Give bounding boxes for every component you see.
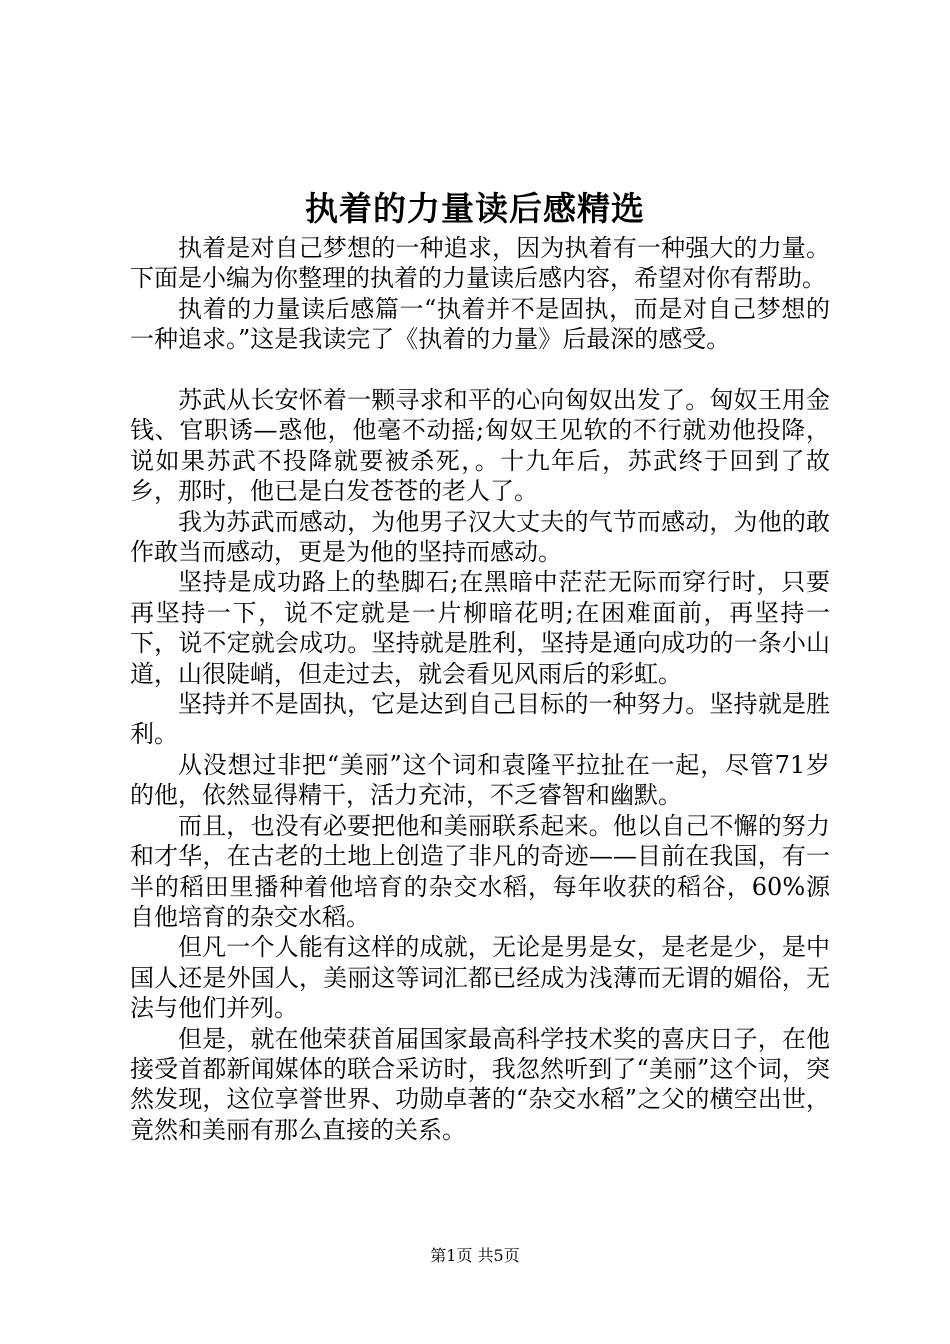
paragraph-achievement: 而且，也没有必要把他和美丽联系起来。他以自己不懈的努力和才华，在古老的土地上创造了非凡的奇迹——目前在我国，有一半的稻田里播种着他培育的杂交水稻，每年收获的稻谷，60%源自他培育的杂交水稻。	[130, 811, 830, 931]
paragraph-not-stubborn: 坚持并不是固执，它是达到自己目标的一种努力。坚持就是胜利。	[130, 690, 830, 749]
document-body	[130, 233, 830, 1145]
paragraph-su-wu-story: 苏武从长安怀着一颗寻求和平的心向匈奴出发了。匈奴王用金钱、官职诱—惑他，他毫不动摇;匈奴王见软的不行就劝他投降，说如果苏武不投降就要被杀死，。十九年后，苏武终于回到了故乡，那时，他已是白发苍苍的老人了。	[130, 386, 830, 506]
paragraph-moved: 我为苏武而感动，为他男子汉大丈夫的气节而感动，为他的敢作敢当而感动，更是为他的坚持而感动。	[130, 507, 830, 567]
paragraph-intro: 执着是对自己梦想的一种追求，因为执着有一种强大的力量。下面是小编为你整理的执着的力量读后感内容，希望对你有帮助。	[130, 234, 830, 293]
paragraph-comparison: 但凡一个人能有这样的成就，无论是男是女，是老是少，是中国人还是外国人，美丽这等词汇都已经成为浅薄而无谓的媚俗，无法与他们并列。	[130, 933, 830, 1023]
document-title: 执着的力量读后感精选	[305, 189, 645, 228]
paragraph-beauty: 但是，就在他荣获首届国家最高科学技术奖的喜庆日子，在他接受首都新闻媒体的联合采访时，我忽然听到了“美丽”这个词，突然发现，这位享誉世界、功勋卓著的“杂交水稻”之父的横空出世，竟然和美丽有那么直接的关系。	[130, 1024, 830, 1144]
page-footer: 第1页 共5页	[430, 1246, 520, 1265]
paragraph-quote: 执着的力量读后感篇一“执着并不是固执，而是对自己梦想的一种追求。”这是我读完了《执着的力量》后最深的感受。	[130, 294, 830, 354]
paragraph-persistence: 坚持是成功路上的垫脚石;在黑暗中茫茫无际而穿行时，只要再坚持一下，说不定就是一片柳暗花明;在困难面前，再坚持一下，说不定就会成功。坚持就是胜利，坚持是通向成功的一条小山道，山很陡峭，但走过去，就会看见风雨后的彩虹。	[130, 568, 830, 688]
paragraph-yuan-longping: 从没想过非把“美丽”这个词和袁隆平拉扯在一起，尽管71岁的他，依然显得精干，活力充沛，不乏睿智和幽默。	[130, 750, 830, 810]
paragraph-spacer	[130, 355, 830, 385]
